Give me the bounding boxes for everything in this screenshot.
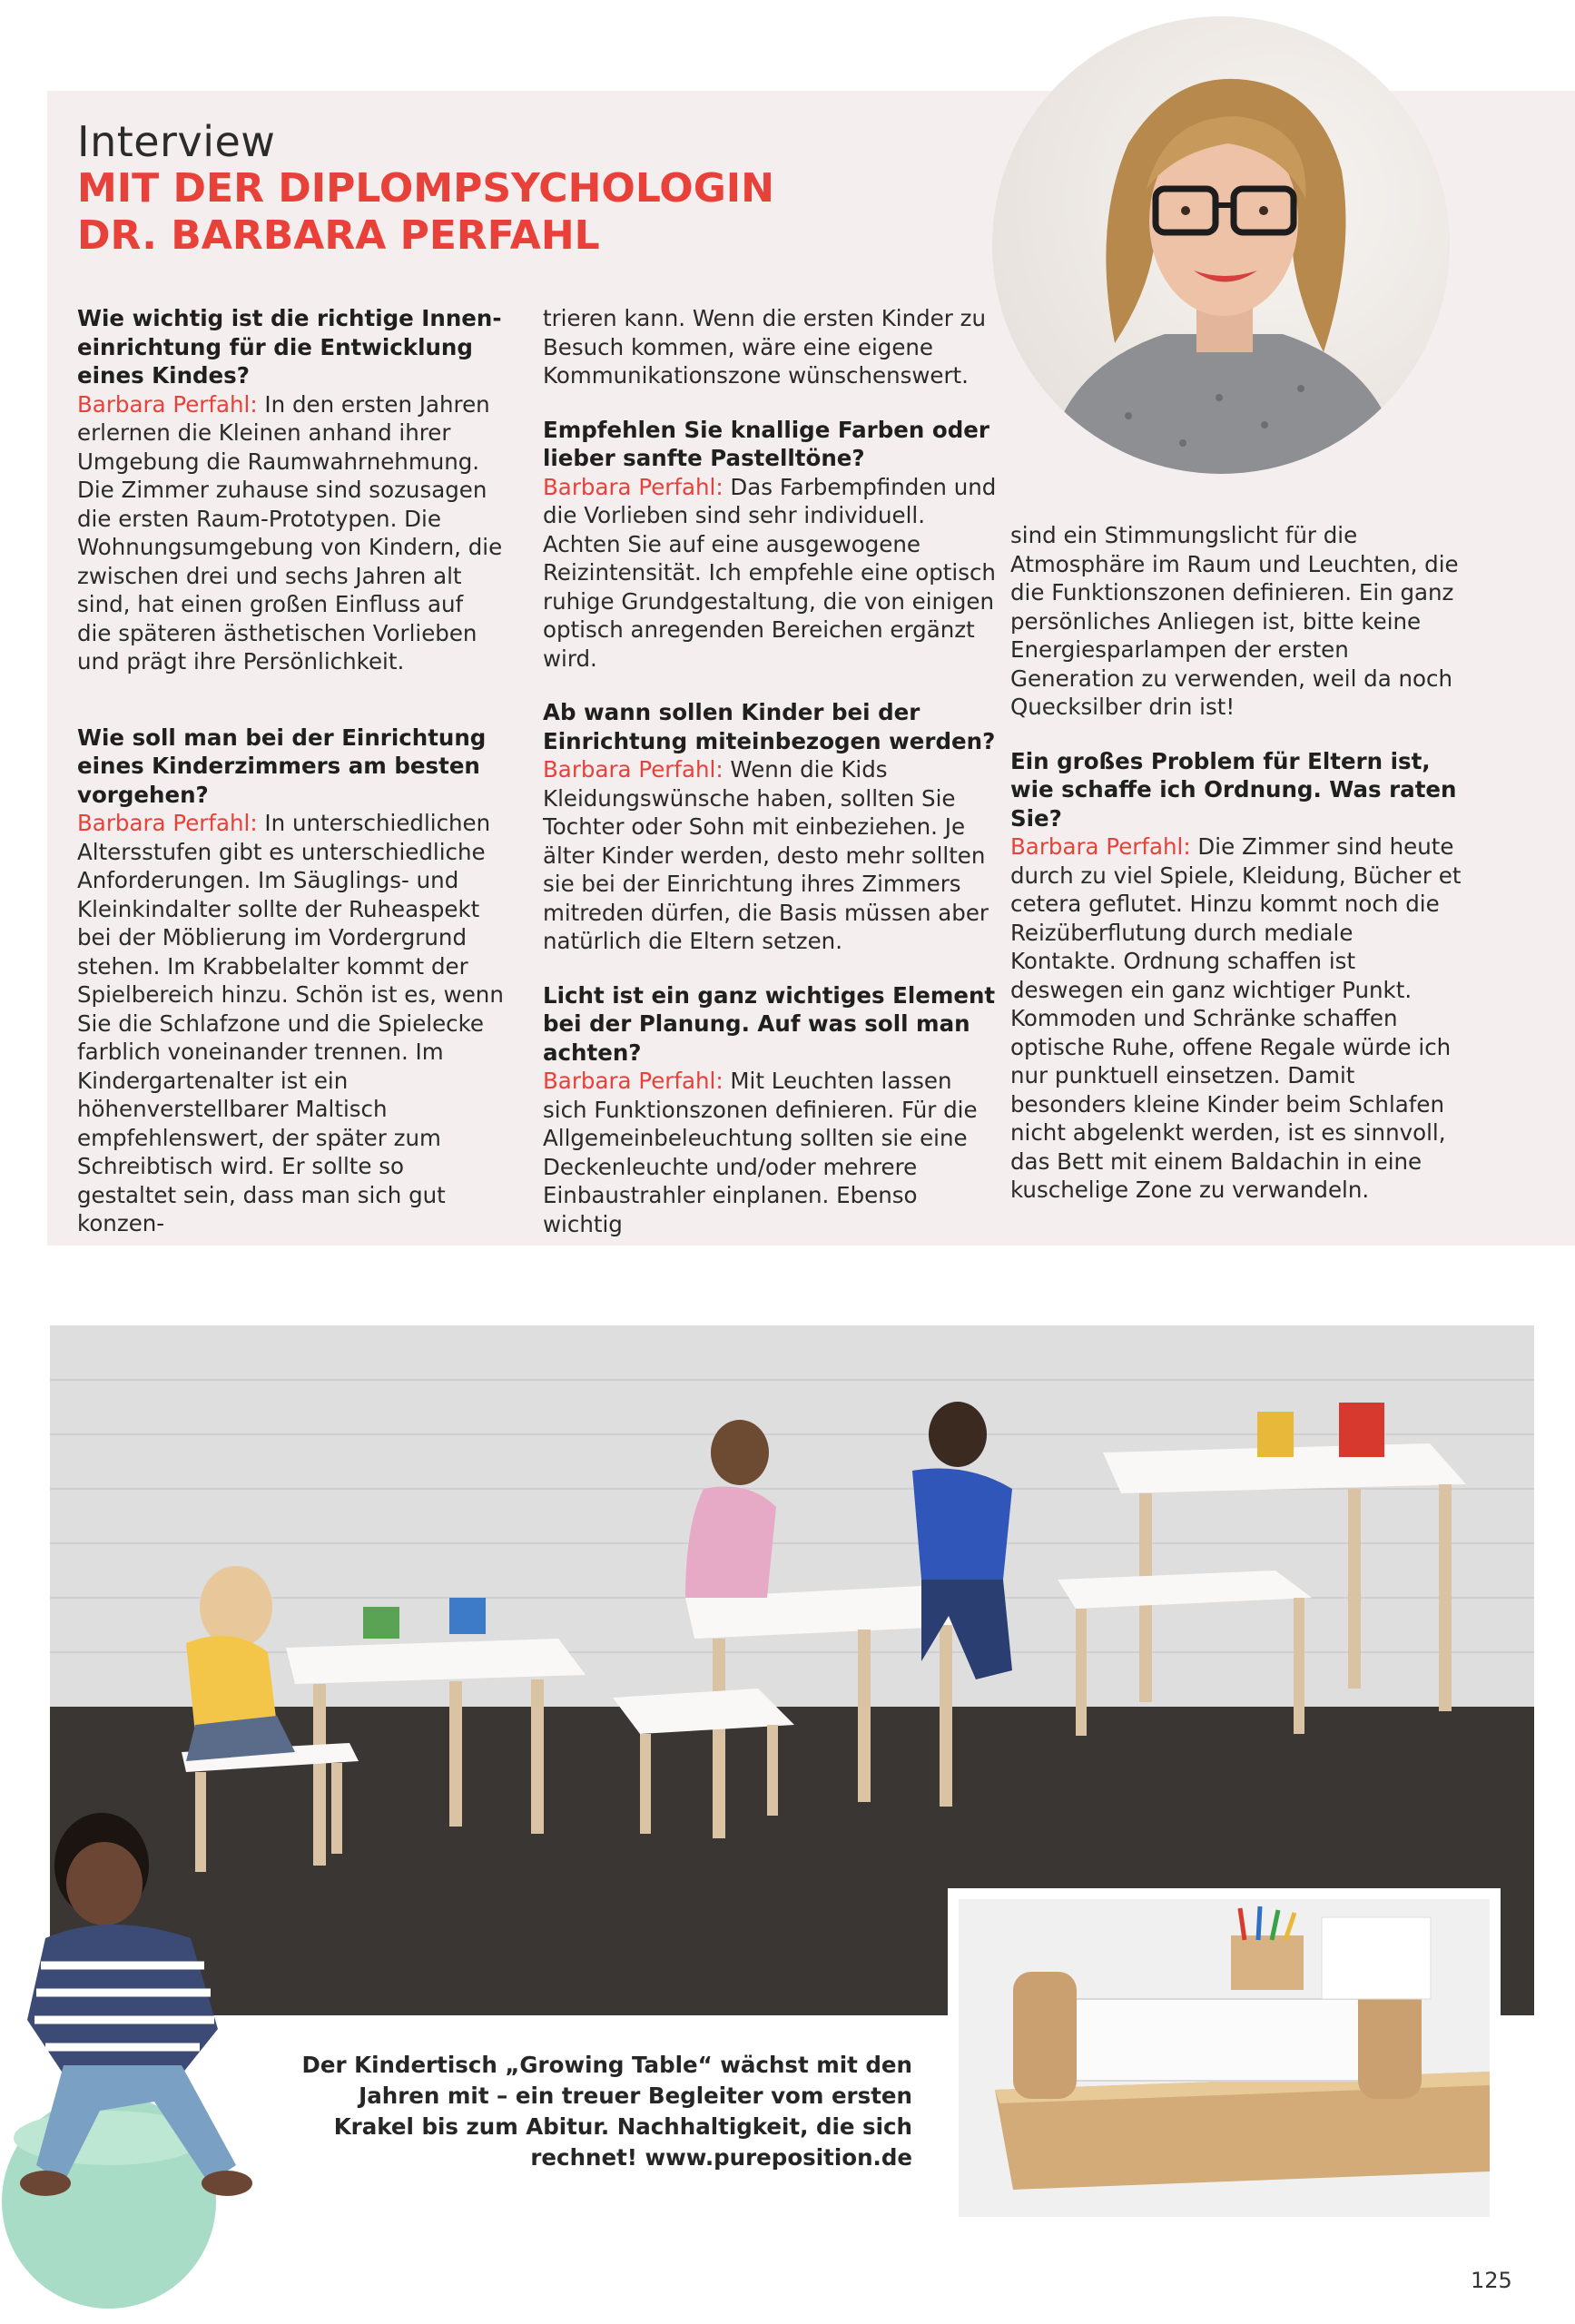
answer [77, 390, 504, 676]
answer-text: Mit Leuchten lassen sich Funktionszonen definieren. Für die Allgemeinbeleuchtung sollten sie eine Deckenleuchte und/oder mehrere Einbaustrahler einplanen. Ebenso wichtig [543, 1068, 978, 1237]
question: Ab wann sollen Kinder bei der Einrichtung miteinbezogen werden? [543, 699, 996, 754]
answer-text: Wenn die Kids Kleidungswünsche haben, sollten Sie Tochter oder Sohn mit einbeziehen. Je älter Kinder werden, desto mehr sollten sie bei der Einrichtung ihres Zimmers mitreden dürfen, die Basis müssen aber natürlich die Eltern setzen. [543, 756, 989, 954]
child-on-ball-photo [0, 1802, 290, 2310]
answer [543, 1067, 997, 1238]
photo-caption: Der Kindertisch „Growing Table“ wächst mit den Jahren mit – ein treuer Begleiter vom ersten Krakel bis zum Abitur. Nachhaltigkeit, die sich rechnet! www.pureposition.de [301, 2052, 912, 2171]
speaker-label: Barbara Perfahl: [1010, 833, 1191, 860]
headline-kicker: Interview [77, 117, 276, 166]
text-column-2 [543, 304, 997, 1238]
page-number: 125 [1471, 2268, 1512, 2293]
answer-text: Die Zimmer sind heute durch zu viel Spiele, Kleidung, Bücher et cetera geflutet. Hinzu kommt noch die Reizüberflutung durch mediale Kontakte. Ordnung schaffen ist deswegen ein ganz wichtiger Punkt. Kommoden und Schränke schaffen optische Ruhe, offene Regale würde ich nur punktuell einsetzen. Damit besonders kleine Kinder beim Schlafen nicht abgelenkt werden, ist es sinnvoll, das Bett mit einem Baldachin in eine kuschelige Zone zu verwandeln. [1010, 833, 1462, 1203]
portrait-photo [992, 16, 1450, 474]
text-column-1 [77, 304, 504, 1238]
question: Ein großes Problem für Eltern ist, wie schaffe ich Ordnung. Was raten Sie? [1010, 747, 1457, 832]
question: Wie soll man bei der Einrichtung eines Kinderzimmers am besten vorgehen? [77, 724, 487, 808]
text-column-3 [1010, 521, 1464, 1205]
answer-text: In unterschiedlichen Altersstufen gibt es unterschiedliche Anforderungen. Im Säuglings- und Kleinkindalter sollte der Ruheaspekt bei der Möblierung im Vordergrund stehen. Im Krabbelalter kommt der Spielbereich hinzu. Schön ist es, wenn Sie die Schlafzone und die Spielecke farblich voneinander trennen. Im Kindergartenalter ist ein höhenverstellbarer Maltisch empfehlenswert, der später zum Schreibtisch wird. Er sollte so gestaltet sein, dass man sich gut konzen- [77, 810, 504, 1236]
table-detail-photo [948, 1888, 1501, 2228]
answer-text: In den ersten Jahren erlernen die Kleinen anhand ihrer Umgebung die Raumwahrnehmung. Die Zimmer zuhause sind sozusagen die ersten Raum-Prototypen. Die Wohnungsumgebung von Kindern, die zwischen drei und sechs Jahren alt sind, hat einen großen Einfluss auf die späteren ästhetischen Vorlieben und prägt ihre Persönlichkeit. [77, 390, 503, 675]
speaker-label: Barbara Perfahl: [77, 810, 258, 836]
answer-continuation: sind ein Stimmungslicht für die Atmosphäre im Raum und Leuchten, die die Funktionszonen definieren. Ein ganz persönliches Anliegen ist, bitte keine Energiesparlampen der ersten Generation zu verwenden, weil da noch Quecksilber drin ist! [1010, 522, 1459, 720]
question: Wie wichtig ist die richtige Innen-einrichtung für die Entwicklung eines Kindes? [77, 305, 502, 389]
headline-title-line1: MIT DER DIPLOMPSYCHOLOGIN [77, 165, 775, 212]
speaker-label: Barbara Perfahl: [77, 390, 258, 418]
answer-text: Das Farbempfinden und die Vorlieben sind sehr individuell. Achten Sie auf eine ausgewogene Reizintensität. Ich empfehle eine optisch ruhige Grundgestaltung, die von einigen optisch anregenden Bereichen ergänzt wird. [543, 473, 997, 672]
answer [543, 473, 997, 674]
question: Empfehlen Sie knallige Farben oder lieber sanfte Pastelltöne? [543, 416, 989, 471]
answer-continuation: trieren kann. Wenn die ersten Kinder zu Besuch kommen, wäre eine eigene Kommunikationszone wünschenswert. [543, 305, 986, 389]
answer [1010, 832, 1464, 1205]
answer [543, 755, 997, 956]
article-headline [77, 118, 894, 260]
speaker-label: Barbara Perfahl: [543, 756, 724, 783]
speaker-label: Barbara Perfahl: [543, 1068, 724, 1094]
answer [77, 809, 504, 1238]
question: Licht ist ein ganz wichtiges Element bei der Planung. Auf was soll man achten? [543, 981, 996, 1066]
headline-title-line2: DR. BARBARA PERFAHL [77, 212, 600, 259]
speaker-label: Barbara Perfahl: [543, 473, 724, 500]
